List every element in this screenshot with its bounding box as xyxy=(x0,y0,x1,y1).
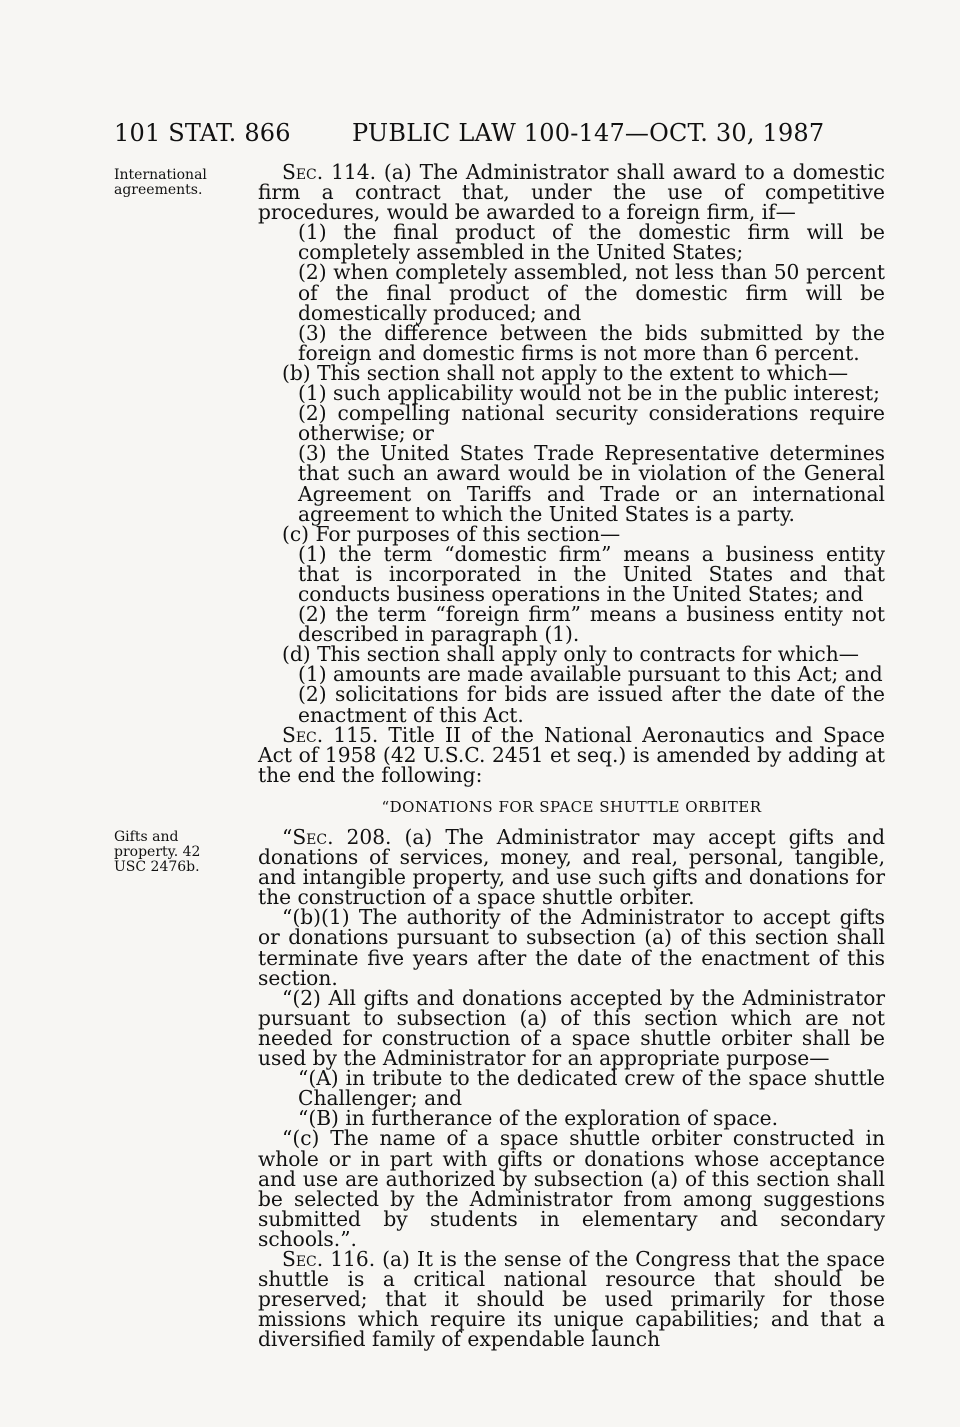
section-115: Sec. 115. Title II of the National Aeronautics and Space Act of 1958 (42 U.S.C. 2451 et seq.) is amended by adding at the end the following: xyxy=(258,722,885,787)
law-title: PUBLIC LAW 100-147—OCT. 30, 1987 xyxy=(352,119,825,147)
paragraph: (2) the term “foreign firm” means a business entity not described in paragraph (1). xyxy=(298,602,885,647)
paragraph: (2) solicitations for bids are issued after the date of the enactment of this Act. xyxy=(298,682,885,727)
paragraph: (2) when completely assembled, not less than 50 percent of the final product of the domestic firm will be domestically produced; and xyxy=(298,260,885,325)
paragraph: (1) amounts are made available pursuant to this Act; and xyxy=(298,662,883,687)
paragraph: “(b)(1) The authority of the Administrator to accept gifts or donations pursuant to subsection (a) of this section shall terminate five years after the date of the enactment of this section. xyxy=(258,905,885,990)
section-208-a: “Sec. 208. (a) The Administrator may accept gifts and donations of services, money, and real, personal, tangible, and intangible property, and use such gifts and donations for the construction of a space shuttle orbiter. xyxy=(258,825,885,910)
section-heading: “DONATIONS FOR SPACE SHUTTLE ORBITER xyxy=(381,797,762,816)
statute-citation: 101 STAT. 866 xyxy=(114,119,291,147)
paragraph: (1) the term “domestic firm” means a business entity that is incorporated in the United States and that conducts business operations in the United States; and xyxy=(298,541,885,606)
paragraph: (c) For purposes of this section— xyxy=(282,521,621,546)
paragraph: “(c) The name of a space shuttle orbiter constructed in whole or in part with gifts or donations whose acceptance and use are authorized by subsection (a) of this section shall be selected by the Administrator from among suggestions submitted by students in elementary and secondary schools.”. xyxy=(258,1126,885,1251)
paragraph: (2) compelling national security considerations require otherwise; or xyxy=(298,401,885,446)
paragraph: (b) This section shall not apply to the extent to which— xyxy=(282,360,849,385)
paragraph: (1) such applicability would not be in the public interest; xyxy=(298,381,880,406)
paragraph: (3) the United States Trade Representative determines that such an award would be in violation of the General Agreement on Tariffs and Trade or an international agreement to which the United States is a party. xyxy=(298,441,885,526)
paragraph: “(A) in tribute to the dedicated crew of the space shuttle Challenger; and xyxy=(298,1066,885,1111)
margin-note-international: International agreements. xyxy=(114,167,207,198)
margin-note-gifts: Gifts and property. 42 USC 2476b. xyxy=(114,829,201,875)
document-body xyxy=(258,160,885,1352)
paragraph: “(B) in furtherance of the exploration of space. xyxy=(298,1106,778,1131)
paragraph: (d) This section shall apply only to contracts for which— xyxy=(282,642,859,667)
paragraph: (1) the final product of the domestic firm will be completely assembled in the United States; xyxy=(298,220,885,265)
section-116-a: Sec. 116. (a) It is the sense of the Congress that the space shuttle is a critical national resource that should be preserved; that it should be used primarily for those missions which require its unique capabilities; and that a diversified family of expendable launch xyxy=(258,1246,885,1352)
section-114-a: Sec. 114. (a) The Administrator shall award to a domestic firm a contract that, under the use of competitive procedures, would be awarded to a foreign firm, if— xyxy=(258,160,885,225)
paragraph: “(2) All gifts and donations accepted by the Administrator pursuant to subsection (a) of this section which are not needed for construction of a space shuttle orbiter shall be used by the Administrator for an appropriate purpose— xyxy=(258,985,885,1071)
paragraph: (3) the difference between the bids submitted by the foreign and domestic firms is not more than 6 percent. xyxy=(298,320,885,365)
